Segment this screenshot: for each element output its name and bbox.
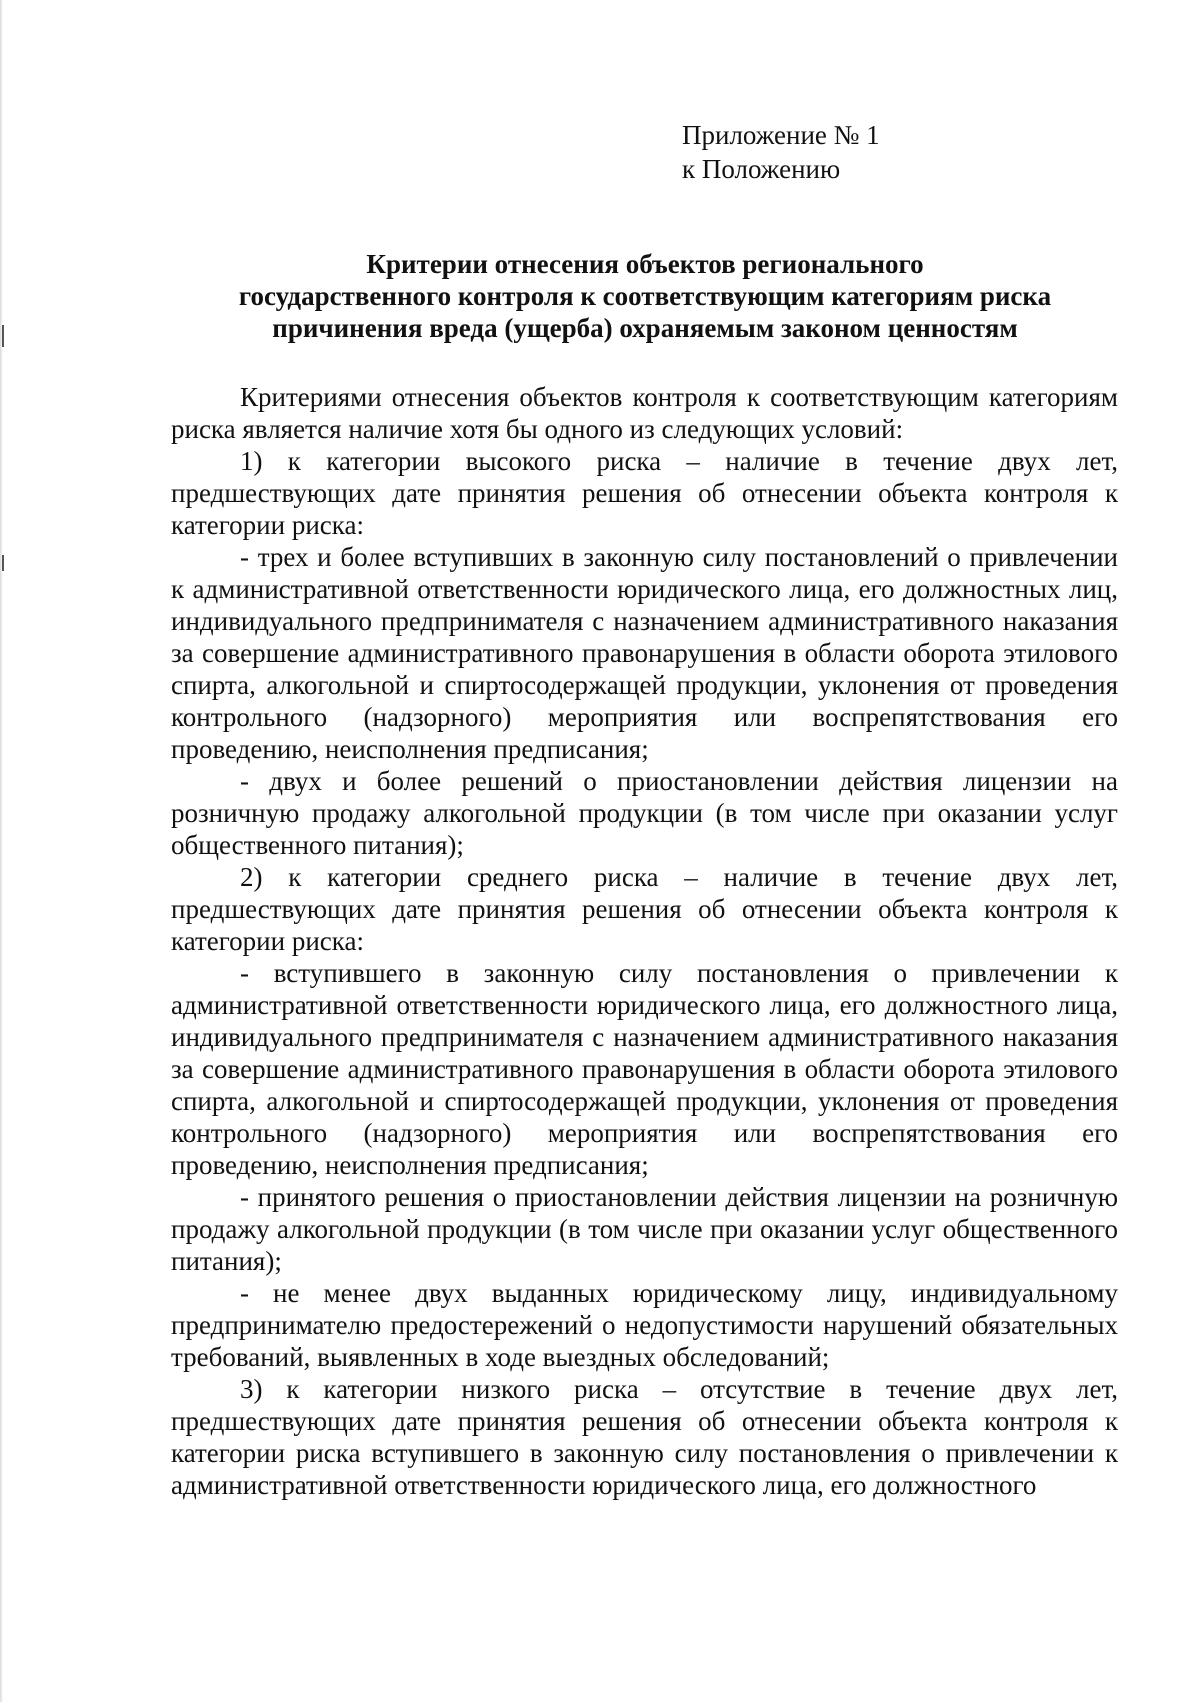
scan-mark	[2, 325, 4, 347]
page-edge	[0, 0, 3, 1702]
list-item: - не менее двух выданных юридическому лицу, индивидуальному предпринимателю предостережений о недопустимости нарушений обязательных требований, выявленных в ходе выездных обследований;	[171, 1278, 1118, 1372]
list-item: - вступившего в законную силу постановления о привлечении к административной ответственности юридического лица, его должностного лица, индивидуального предпринимателя с назначением административного наказания за совершение административного правонарушения в области оборота этилового спирта, алкогольной и спиртосодержащей продукции, уклонения от проведения контрольного (надзорного) мероприятия или воспрепятствования его проведению, неисполнения предписания;	[171, 958, 1118, 1180]
medium-risk-paragraph: 2) к категории среднего риска – наличие в течение двух лет, предшествующих дате принятия решения об отнесении объекта контроля к категории риска:	[171, 862, 1118, 956]
document-body	[171, 381, 1118, 1501]
low-risk-paragraph: 3) к категории низкого риска – отсутствие в течение двух лет, предшествующих дате принятия решения об отнесении объекта контроля к категории риска вступившего в законную силу постановления о привлечении к административной ответственности юридического лица, его должностного	[171, 1374, 1118, 1500]
appendix-header	[682, 118, 880, 186]
title-line: государственного контроля к соответствующим категориям риска	[238, 281, 1052, 311]
list-item: - принятого решения о приостановлении действия лицензии на розничную продажу алкогольной продукции (в том числе при оказании услуг общественного питания);	[171, 1182, 1118, 1276]
high-risk-paragraph: 1) к категории высокого риска – наличие в течение двух лет, предшествующих дате принятия решения об отнесении объекта контроля к категории риска:	[171, 446, 1118, 540]
appendix-number: Приложение № 1	[682, 120, 880, 150]
title-line: причинения вреда (ущерба) охраняемым законом ценностям	[272, 313, 1018, 343]
title-line: Критерии отнесения объектов регионального	[366, 249, 924, 279]
list-item: - трех и более вступивших в законную силу постановлений о привлечении к административной ответственности юридического лица, его должностных лиц, индивидуального предпринимателя с назначением административного наказания за совершение административного правонарушения в области оборота этилового спирта, алкогольной и спиртосодержащей продукции, уклонения от проведения контрольного (надзорного) мероприятия или воспрепятствования его проведению, неисполнения предписания;	[171, 542, 1118, 764]
list-item: - двух и более решений о приостановлении действия лицензии на розничную продажу алкогольной продукции (в том числе при оказании услуг общественного питания);	[171, 766, 1118, 860]
document-title	[170, 248, 1120, 344]
appendix-reference: к Положению	[682, 154, 841, 184]
intro-paragraph: Критериями отнесения объектов контроля к соответствующим категориям риска является наличие хотя бы одного из следующих условий:	[171, 382, 1118, 444]
scan-mark	[2, 555, 4, 571]
